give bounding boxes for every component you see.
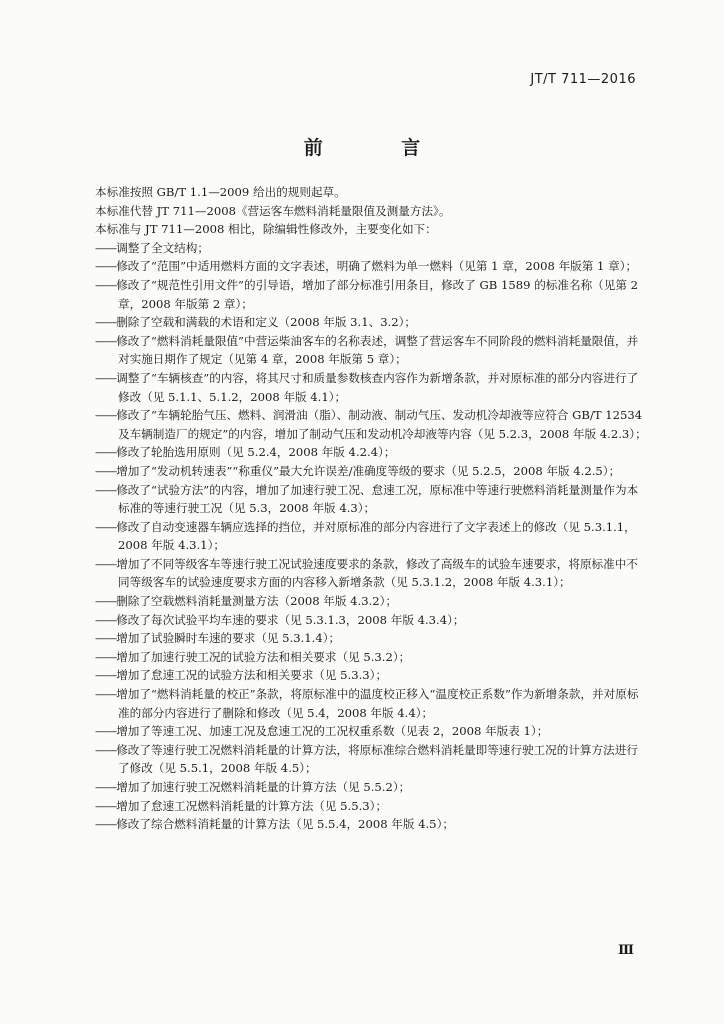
change-item xyxy=(95,276,648,313)
dash-marker: —— xyxy=(95,798,117,813)
dash-marker: —— xyxy=(95,780,117,794)
change-item-text: 修改了综合燃料消耗量的计算方法（见 5.5.4，2008 年版 4.5）； xyxy=(116,817,454,832)
change-item xyxy=(95,648,648,667)
change-item xyxy=(95,406,648,443)
dash-marker: —— xyxy=(95,445,117,460)
dash-marker: —— xyxy=(95,631,117,646)
change-item-text: 调整了“车辆核查”的内容，将其尺寸和质量参数核查内容作为新增条款，并对原标准的部分内容进行了修改（见 5.1.1、5.1.2，2008 年版 4.1）； xyxy=(116,370,639,404)
change-item-text: 增加了试验瞬时车速的要求（见 5.3.1.4）； xyxy=(116,631,341,646)
change-item-text: 增加了怠速工况的试验方法和相关要求（见 5.3.3）； xyxy=(116,668,388,683)
dash-marker: —— xyxy=(95,668,117,683)
dash-marker: —— xyxy=(95,463,117,478)
dash-marker: —— xyxy=(95,817,117,832)
change-item xyxy=(95,518,648,555)
dash-marker: —— xyxy=(95,482,117,497)
change-item xyxy=(95,797,648,816)
intro-line: 本标准按照 GB/T 1.1—2009 给出的规则起草。 xyxy=(95,185,346,199)
change-item-text: 调整了全文结构； xyxy=(116,240,209,255)
dash-marker: —— xyxy=(95,742,117,757)
change-item xyxy=(95,443,648,462)
change-item xyxy=(95,815,648,834)
dash-marker: —— xyxy=(95,408,117,423)
change-item xyxy=(95,257,648,276)
change-item-text: 增加了不同等级客车等速行驶工况试验速度要求的条款，修改了高级车的试验车速要求，将原标准中不同等级客车的试验速度要求方面的内容移入新增条款（见 5.3.1.2，2008 年版 4.3.1）； xyxy=(116,556,638,590)
foreword-body xyxy=(95,183,648,834)
change-item xyxy=(95,629,648,648)
dash-marker: —— xyxy=(95,556,117,571)
change-item-text: 增加了怠速工况燃料消耗量的计算方法（见 5.5.3）； xyxy=(116,798,388,813)
change-item-text: 删除了空载和满载的术语和定义（2008 年版 3.1、3.2）； xyxy=(116,315,417,330)
change-item-text: 修改了等速行驶工况燃料消耗量的计算方法，将原标准综合燃料消耗量即等速行驶工况的计算方法进行了修改（见 5.5.1，2008 年版 4.5）； xyxy=(116,742,638,776)
change-item-text: 删除了空载燃料消耗量测量方法（2008 年版 4.3.2）； xyxy=(116,594,398,609)
change-item xyxy=(95,332,648,369)
dash-marker: —— xyxy=(95,333,117,348)
change-item-text: 增加了加速行驶工况的试验方法和相关要求（见 5.3.2）； xyxy=(116,649,411,664)
change-item xyxy=(95,685,648,722)
change-item-text: 修改了轮胎选用原则（见 5.2.4，2008 年版 4.2.4）； xyxy=(116,445,396,460)
dash-marker: —— xyxy=(95,240,117,255)
change-item-text: 增加了等速工况、加速工况及怠速工况的工况权重系数（见表 2，2008 年版表 1）； xyxy=(116,724,549,739)
change-item xyxy=(95,369,648,406)
change-item xyxy=(95,313,648,332)
intro-line: 本标准与 JT 711—2008 相比，除编辑性修改外，主要变化如下： xyxy=(95,222,437,237)
change-item xyxy=(95,239,648,258)
dash-marker: —— xyxy=(95,612,117,627)
change-item xyxy=(95,555,648,592)
standard-code: JT/T 711—2016 xyxy=(530,72,636,87)
dash-marker: —— xyxy=(95,519,117,534)
dash-marker: —— xyxy=(95,315,117,330)
change-item xyxy=(95,666,648,685)
dash-marker: —— xyxy=(95,724,117,739)
change-item xyxy=(95,481,648,518)
change-item-text: 修改了“燃料消耗量限值”中营运柴油客车的名称表述，调整了营运客车不同阶段的燃料消耗量限值，并对实施日期作了规定（见第 4 章，2008 年版第 5 章）； xyxy=(116,333,639,367)
dash-marker: —— xyxy=(95,370,117,385)
intro-line: 本标准代替 JT 711—2008《营运客车燃料消耗量限值及测量方法》。 xyxy=(95,203,451,218)
dash-marker: —— xyxy=(95,277,117,292)
change-item xyxy=(95,741,648,778)
change-item xyxy=(95,592,648,611)
change-item xyxy=(95,462,648,481)
dash-marker: —— xyxy=(95,594,117,609)
dash-marker: —— xyxy=(95,259,117,274)
page-title: 前 言 xyxy=(303,137,457,159)
dash-marker: —— xyxy=(95,649,117,664)
change-item-text: 修改了自动变速器车辆应选择的挡位，并对原标准的部分内容进行了文字表述上的修改（见 5.3.1.1，2008 年版 4.3.1）； xyxy=(116,519,636,553)
change-item xyxy=(95,611,648,630)
change-item-text: 修改了每次试验平均车速的要求（见 5.3.1.3，2008 年版 4.3.4）； xyxy=(116,612,465,627)
page-number: Ⅲ xyxy=(618,943,634,958)
change-item xyxy=(95,778,648,797)
change-item-text: 增加了“发动机转速表”“称重仪”最大允许误差/准确度等级的要求（见 5.2.5，2008 年版 4.2.5）； xyxy=(116,463,621,478)
change-item-text: 修改了“规范性引用文件”的引导语，增加了部分标准引用条目，修改了 GB 1589 的标准名称（见第 2 章，2008 年版第 2 章）； xyxy=(116,277,639,311)
dash-marker: —— xyxy=(95,687,117,702)
change-item xyxy=(95,722,648,741)
change-item-text: 修改了“车辆轮胎气压、燃料、润滑油（脂）、制动液、制动气压、发动机冷却液等应符合 GB/T 12534 及车辆制造厂的规定”的内容，增加了制动气压和发动机冷却液等内容（见 5.2.3，2008 年版 4.2.3）； xyxy=(116,408,647,441)
change-item-text: 增加了“燃料消耗量的校正”条款，将原标准中的温度校正移入“温度校正系数”作为新增条款，并对原标准的部分内容进行了删除和修改（见 5.4，2008 年版 4.4）； xyxy=(116,687,639,720)
change-item-text: 修改了“范围”中适用燃料方面的文字表述，明确了燃料为单一燃料（见第 1 章，2008 年版第 1 章）； xyxy=(116,259,638,274)
change-item-text: 修改了“试验方法”的内容，增加了加速行驶工况、怠速工况，原标准中等速行驶燃料消耗量测量作为本标准的等速行驶工况（见 5.3，2008 年版 4.3）； xyxy=(116,482,639,516)
changes-list xyxy=(95,239,648,834)
change-item-text: 增加了加速行驶工况燃料消耗量的计算方法（见 5.5.2）； xyxy=(116,780,411,794)
